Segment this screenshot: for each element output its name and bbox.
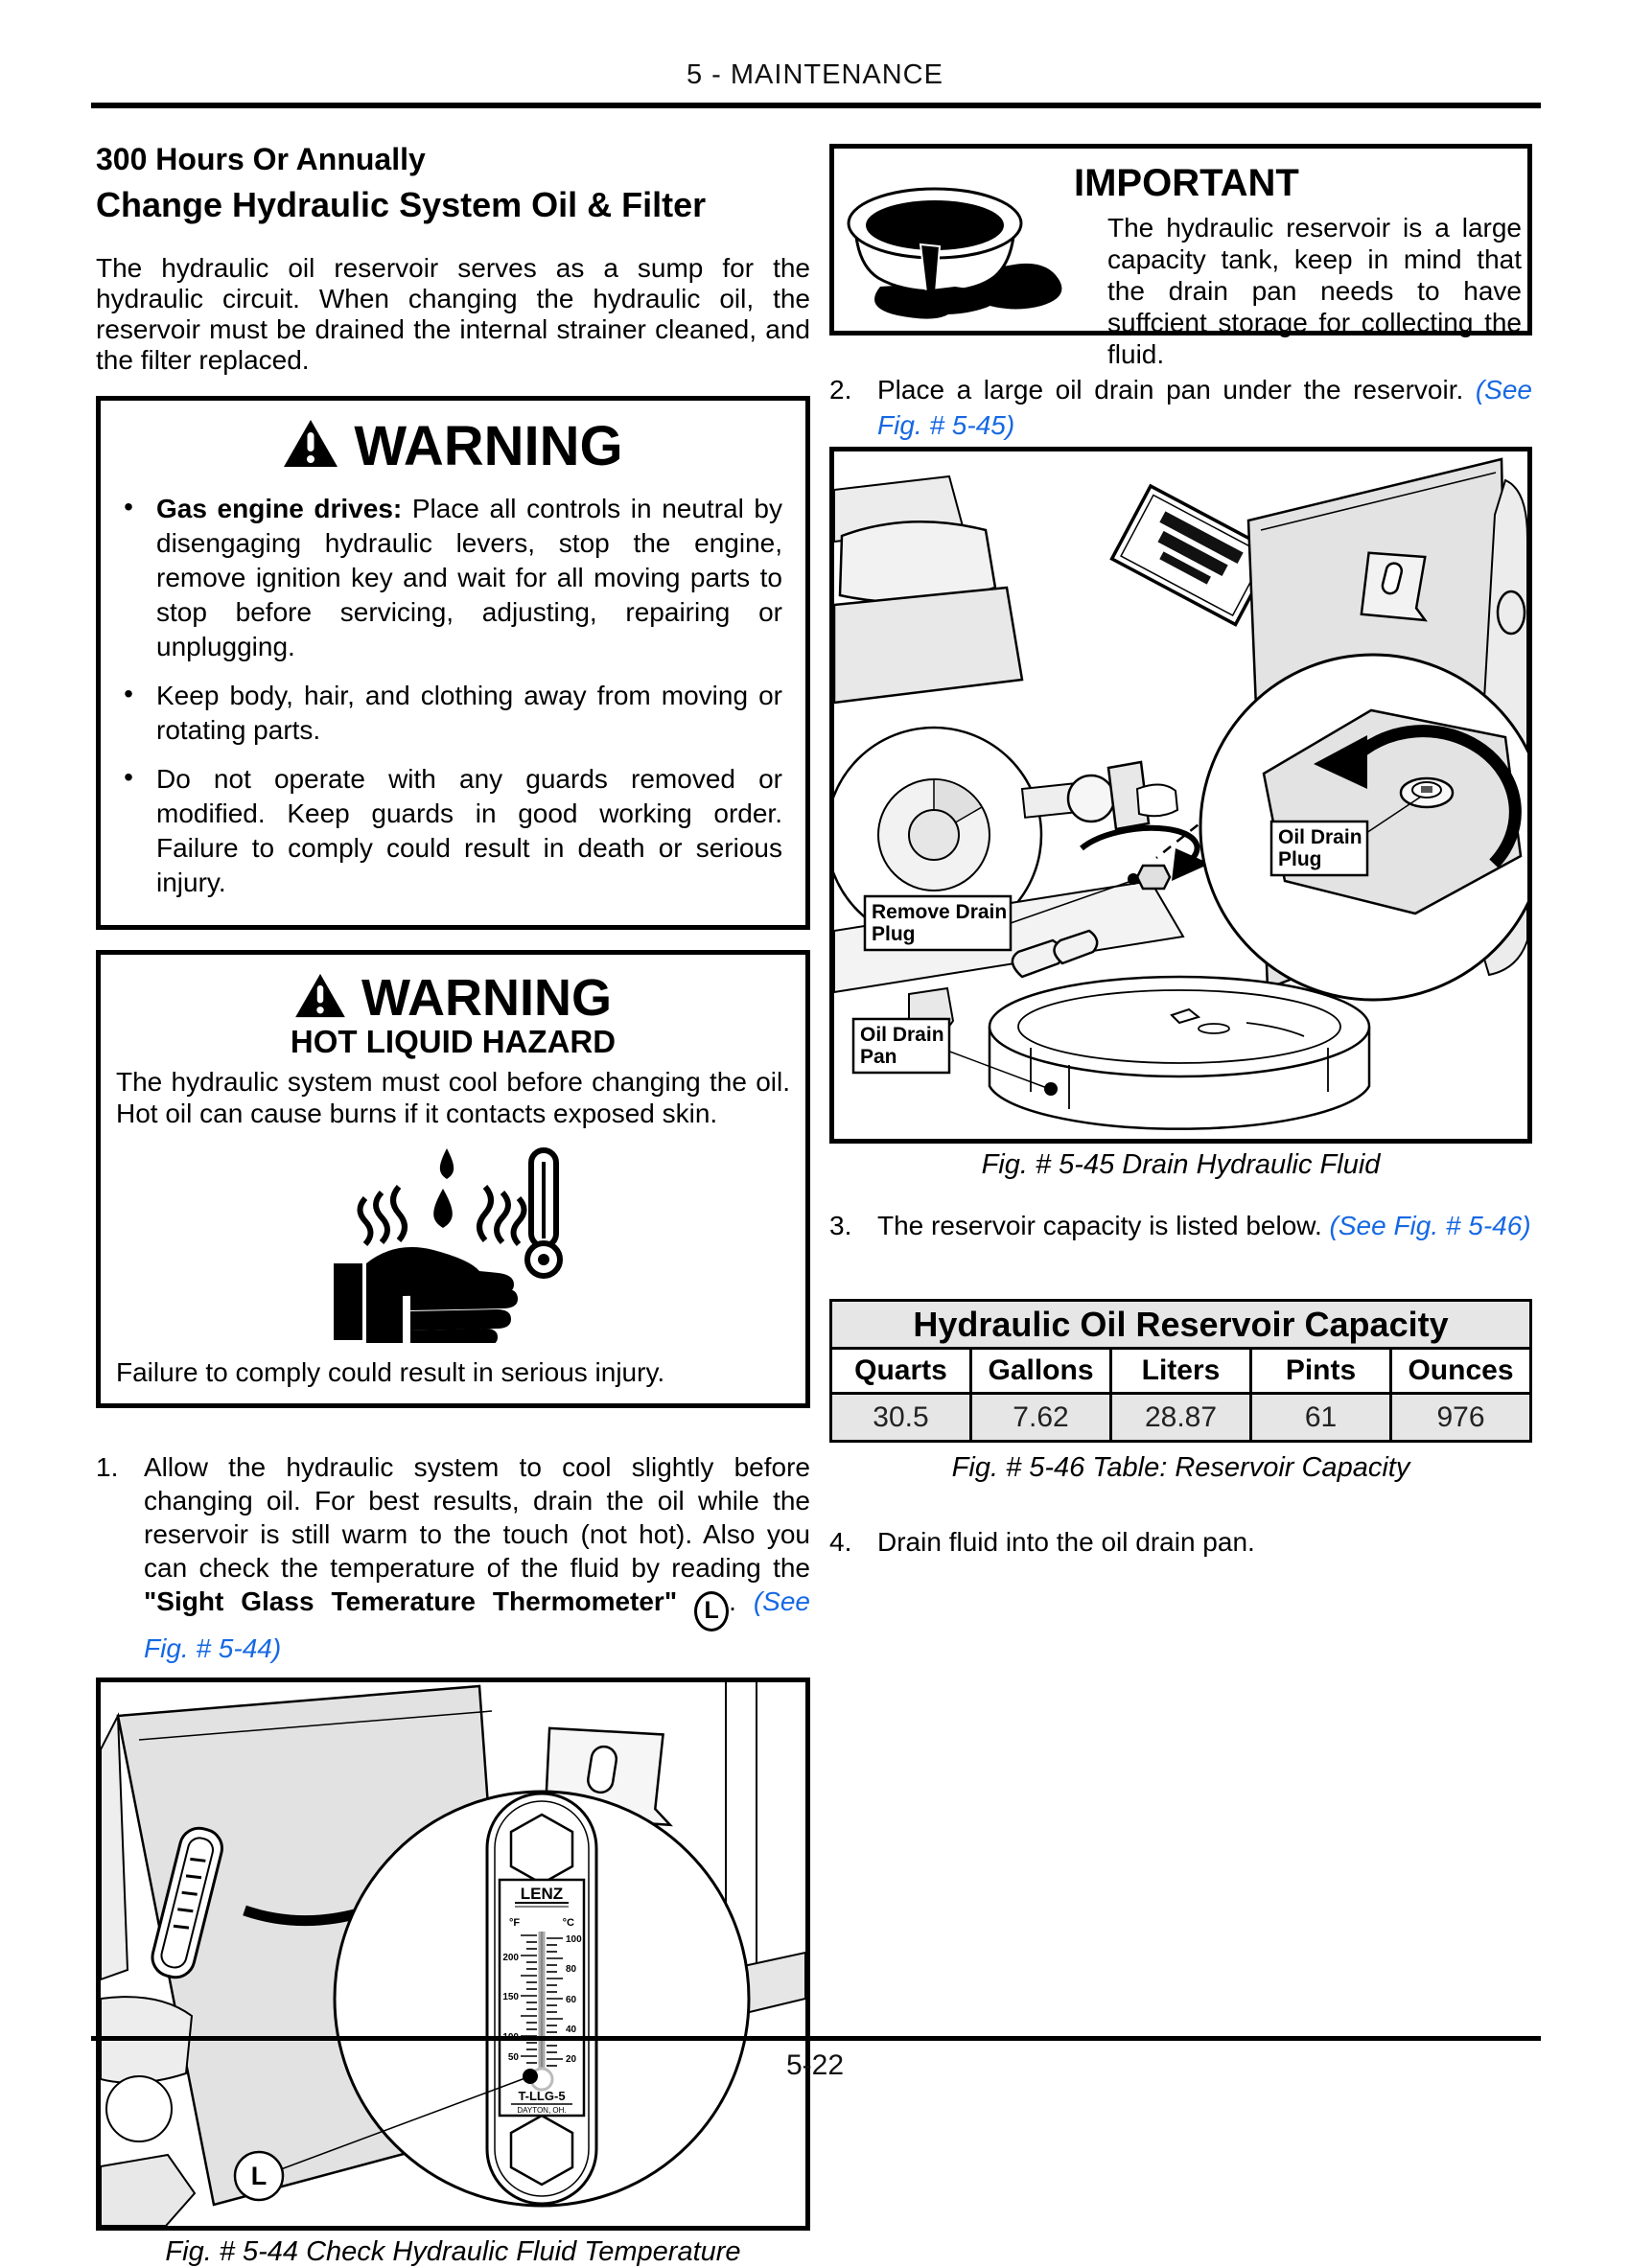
fig-5-46-caption: Fig. # 5-46 Table: Reservoir Capacity [951,1452,1410,1483]
step-1 [96,1450,810,1665]
label-oil-drain-plug: Oil Drain [1278,826,1362,848]
gauge-scale-left-200: 200 [502,1953,519,1963]
fig-5-44-caption: Fig. # 5-44 Check Hydraulic Fluid Temperature [165,2236,741,2267]
step-4 [829,1524,1532,1560]
bullet-bold-lead: Gas engine drives: [156,494,403,523]
step-3 [829,1208,1532,1243]
gauge-scale-right-100: 100 [566,1934,582,1945]
step-text: Drain fluid into the oil drain pan. [877,1527,1255,1557]
fig-5-46-link[interactable]: (See Fig. # 5-46) [1329,1211,1531,1240]
footer-rule [91,2036,1541,2041]
fig-5-45-link[interactable]: (See Fig. # 5-45) [877,375,1532,440]
reservoir-capacity-table [829,1299,1532,1443]
hazard-body: The hydraulic system must cool before changing the oil. Hot oil can cause burns if it contacts exposed skin. [116,1067,790,1128]
gauge-city: DAYTON, OH. [517,2106,567,2115]
warning-box-general [96,396,810,930]
warning-title: WARNING [354,415,623,477]
table-value-row [831,1394,1531,1442]
page-header: 5 - MAINTENANCE [687,59,943,90]
val-gallons: 7.62 [971,1394,1111,1442]
warning-bullet-list [101,484,805,925]
step-number: 1. [96,1452,119,1482]
intro-paragraph: The hydraulic oil reservoir serves as a sump for the hydraulic circuit. When changing the hydraulic oil, the reservoir must be drained the internal strainer cleaned, and the filter replaced. [96,253,810,375]
callout-l-oval: L [694,1591,729,1632]
important-title: IMPORTANT [1074,162,1299,204]
fig44-callout-l: L [250,2162,268,2190]
hot-liquid-hand-icon [101,1146,805,1348]
val-liters: 28.87 [1111,1394,1251,1442]
val-quarts: 30.5 [831,1394,971,1442]
svg-text:Plug: Plug [1278,848,1322,870]
step-text: Allow the hydraulic system to cool slightly before changing oil. For best results, drain the oil while the reservoir is still warm to the touch (not hot). Also you can check the temperature of the fluid by reading the [144,1452,810,1583]
gauge-scale-right-20: 20 [566,2054,577,2065]
step-bold-term: "Sight Glass Temerature Thermometer" [144,1586,678,1616]
bullet-text: Do not operate with any guards removed or modified. Keep guards in good working order. Failure to comply could result in death or serious injury. [156,764,782,897]
val-pints: 61 [1251,1394,1391,1442]
gauge-scale-right-80: 80 [566,1964,577,1975]
bullet-text: Keep body, hair, and clothing away from moving or rotating parts. [156,681,782,745]
list-item [101,492,788,664]
fig-5-45-caption: Fig. # 5-45 Drain Hydraulic Fluid [981,1149,1381,1180]
step-text: Place a large oil drain pan under the reservoir. [877,375,1476,405]
col-quarts: Quarts [831,1349,971,1394]
important-body: The hydraulic reservoir is a large capacity tank, keep in mind that the drain pan needs to have suffcient storage for collecting the fluid. [1107,213,1522,369]
table-header-row [831,1349,1531,1394]
figure-5-44 [96,1678,810,2231]
bullet-glyph: • [124,762,133,792]
gauge-unit-f: °F [509,1917,521,1929]
warning-triangle-icon [294,973,346,1024]
svg-text:Pan: Pan [860,1046,897,1068]
header-rule [91,103,1541,108]
warning-box-hot-liquid [96,950,810,1408]
table-title: Hydraulic Oil Reservoir Capacity [831,1301,1531,1349]
bullet-glyph: • [124,492,133,521]
list-item [101,679,788,748]
step-number: 4. [829,1527,852,1557]
figure-5-45 [829,447,1532,1144]
list-item [101,762,788,900]
col-liters: Liters [1111,1349,1251,1394]
gauge-brand: LENZ [520,1885,564,1903]
warning-triangle-icon [283,419,338,474]
gauge-scale-left-150: 150 [502,1992,519,2002]
step-2 [829,372,1532,443]
val-ounces: 976 [1391,1394,1531,1442]
gauge-scale-right-40: 40 [566,2025,577,2035]
hazard-subtitle: HOT LIQUID HAZARD [290,1024,617,1059]
col-ounces: Ounces [1391,1349,1531,1394]
right-column [829,144,1532,1560]
warning-title-row [101,955,805,1028]
left-column [96,142,810,2268]
gauge-scale-left-50: 50 [507,2052,519,2063]
hazard-footer: Failure to comply could result in serious injury. [116,1357,665,1387]
bullet-text: Place all controls in neutral by disengaging hydraulic levers, stop the engine, remove ignition key and wait for all moving parts to stop before servicing, adjusting, repairing or unplugging. [156,494,782,661]
gauge-model: T-LLG-5 [518,2089,566,2103]
svg-text:Plug: Plug [872,923,916,945]
topic-heading: Change Hydraulic System Oil & Filter [96,185,707,224]
step-text-after: . [729,1586,754,1616]
label-remove-drain-plug: Remove Drain [872,901,1008,923]
section-heading: 300 Hours Or Annually [96,142,426,176]
oil-pan-spill-icon [842,174,1067,327]
gauge-scale-right-60: 60 [566,1995,577,2005]
label-oil-drain-pan: Oil Drain [860,1024,944,1046]
important-box [829,144,1532,369]
gauge-unit-c: °C [562,1917,574,1929]
warning-title-row [101,401,805,484]
step-number: 3. [829,1211,852,1240]
fig-5-44-link[interactable]: (See Fig. # 5-44) [144,1586,811,1663]
step-text: The reservoir capacity is listed below. [877,1211,1330,1240]
col-gallons: Gallons [971,1349,1111,1394]
step-number: 2. [829,375,852,405]
warning-title: WARNING [361,969,612,1027]
bullet-glyph: • [124,679,133,708]
page-number: 5-22 [785,2049,845,2081]
col-pints: Pints [1251,1349,1391,1394]
